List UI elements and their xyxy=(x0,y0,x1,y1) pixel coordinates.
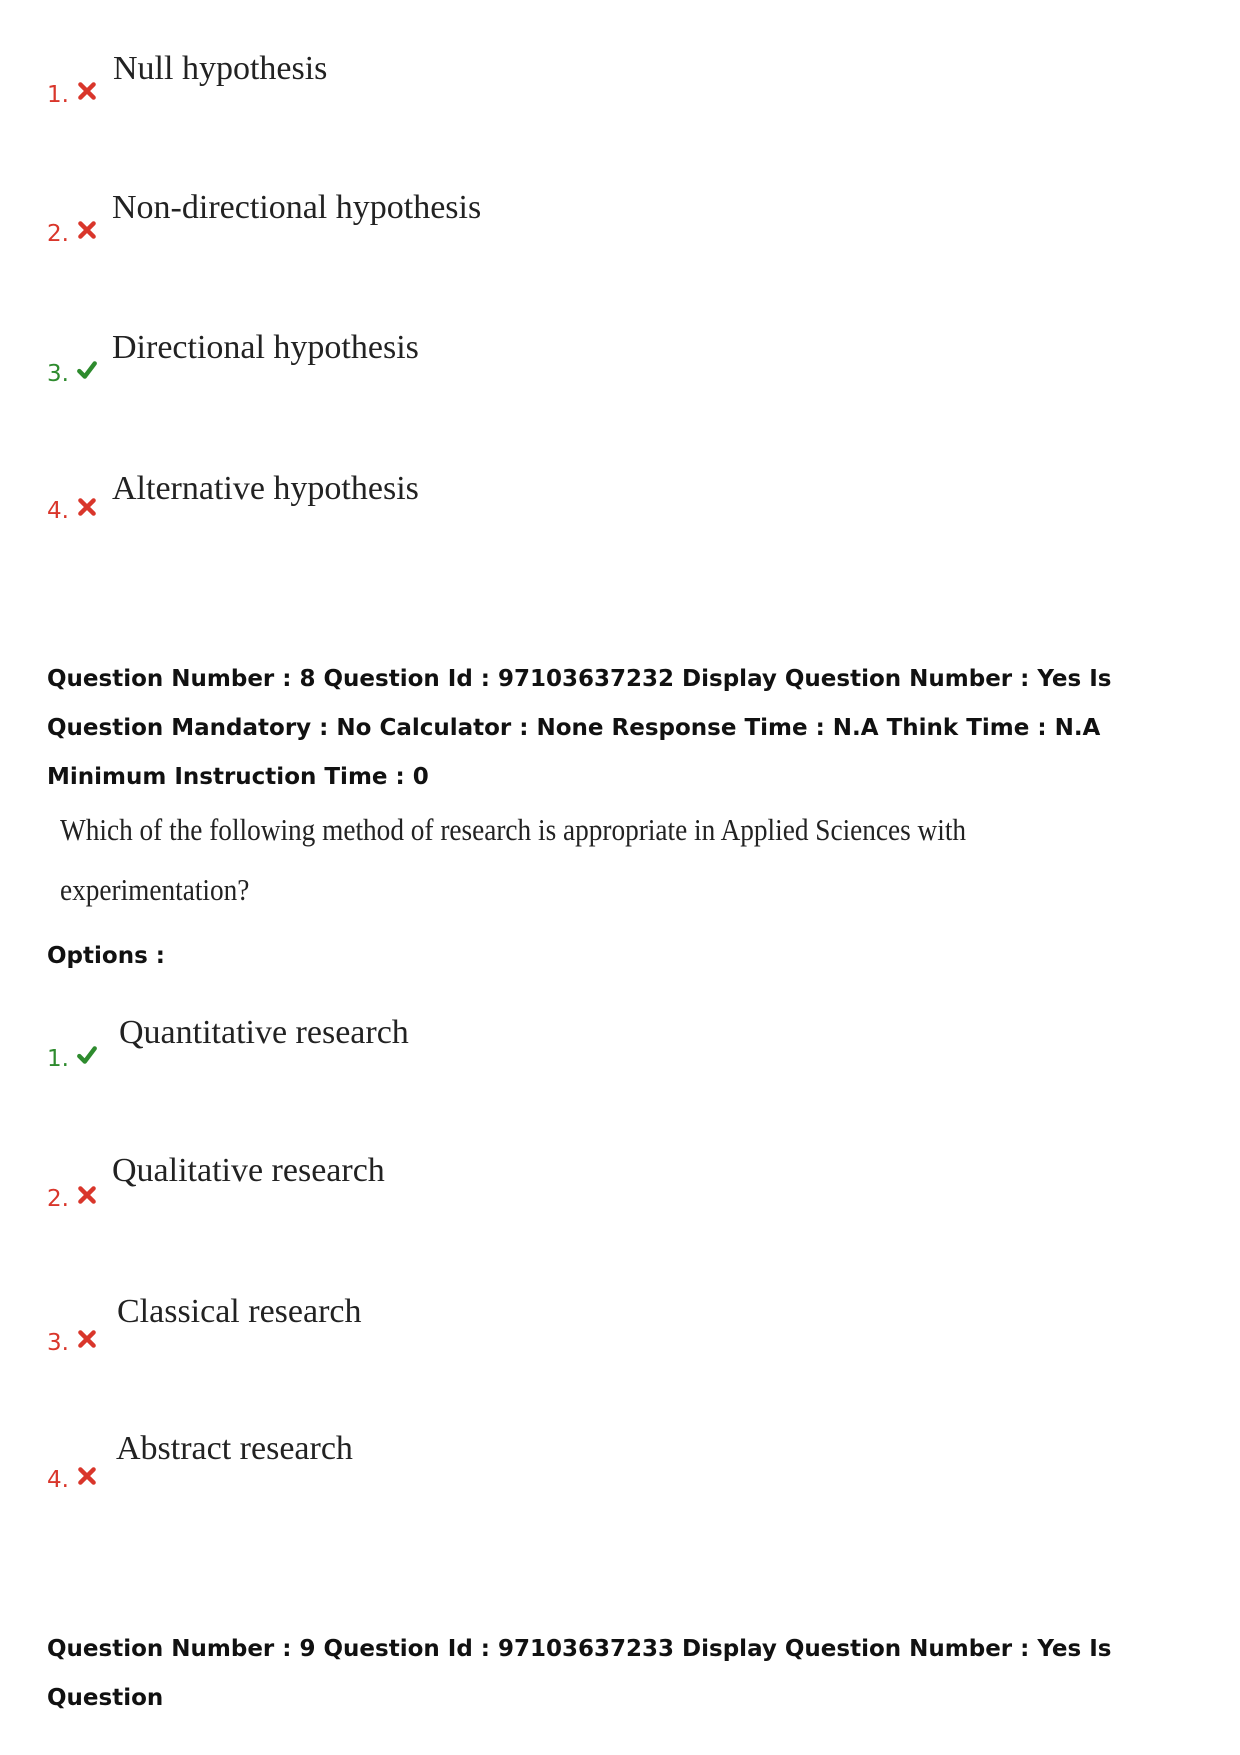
option-row xyxy=(0,1152,1240,1234)
cross-icon xyxy=(76,1184,98,1206)
option-text: Non-directional hypothesis xyxy=(112,189,482,226)
option-row xyxy=(0,1430,1240,1515)
option-row xyxy=(0,470,1240,536)
question-metadata: Question Number : 9 Question Id : 97103637233 Display Question Number : Yes Is Question xyxy=(47,1636,1112,1711)
option-text: Directional hypothesis xyxy=(112,329,419,366)
option-row xyxy=(0,189,1240,259)
option-number: 3. xyxy=(47,361,69,387)
check-icon xyxy=(76,359,98,381)
option-number: 2. xyxy=(47,1186,69,1212)
option-number: 1. xyxy=(47,1046,69,1072)
cross-icon xyxy=(76,219,98,241)
option-number: 1. xyxy=(47,82,69,108)
option-number: 4. xyxy=(47,1467,69,1493)
option-row xyxy=(0,1014,1240,1094)
cross-icon xyxy=(76,1328,98,1350)
cross-icon xyxy=(76,1465,98,1487)
option-number: 2. xyxy=(47,221,69,247)
cross-icon xyxy=(76,496,98,518)
option-number: 3. xyxy=(47,1330,69,1356)
option-text: Alternative hypothesis xyxy=(112,470,419,507)
question-text: Which of the following method of research is appropriate in Applied Sciences with experimentation? xyxy=(60,812,967,907)
cross-icon xyxy=(76,80,98,102)
question-metadata: Question Number : 8 Question Id : 97103637232 Display Question Number : Yes Is Question Mandatory : No Calculator : None Response Time : N.A Think Time : N.A Minimum Instruction Time : 0 xyxy=(47,666,1112,790)
option-number: 4. xyxy=(47,498,69,524)
check-icon xyxy=(76,1044,98,1066)
option-row xyxy=(0,50,1240,120)
option-row xyxy=(0,329,1240,399)
option-text: Classical research xyxy=(117,1293,362,1330)
option-text: Abstract research xyxy=(116,1430,353,1467)
option-text: Quantitative research xyxy=(119,1014,409,1051)
options-label: Options : xyxy=(47,943,165,969)
option-row xyxy=(0,1293,1240,1378)
option-text: Null hypothesis xyxy=(113,50,328,87)
option-text: Qualitative research xyxy=(112,1152,385,1189)
